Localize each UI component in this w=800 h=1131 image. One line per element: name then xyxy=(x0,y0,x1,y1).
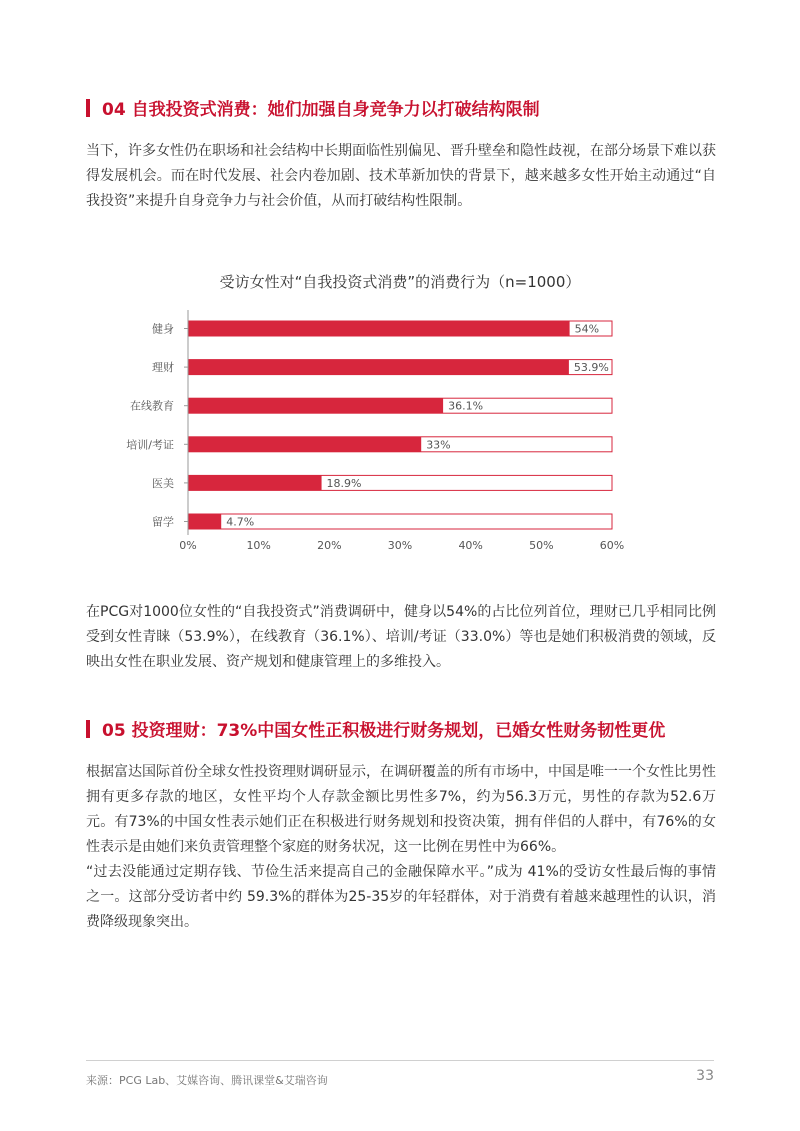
x-tick-label: 20% xyxy=(317,539,342,552)
data-label: 33% xyxy=(426,438,451,452)
category-label: 医美 xyxy=(152,476,174,490)
heading-marker xyxy=(86,720,90,738)
bar xyxy=(189,514,221,529)
heading-marker xyxy=(86,99,90,117)
data-label: 36.1% xyxy=(448,399,484,413)
data-label: 4.7% xyxy=(226,515,255,529)
self-investment-bar-chart xyxy=(0,255,800,565)
x-tick-label: 10% xyxy=(246,539,271,552)
page-number: 33 xyxy=(696,1068,714,1084)
x-tick-labels xyxy=(179,539,624,552)
data-label: 54% xyxy=(574,322,600,336)
section-04-summary: 在PCG对1000位女性的“自我投资式”消费调研中，健身以54%的占比位列首位，理财已几乎相同比例受到女性青睐（53.9%），在线教育（36.1%）、培训/考证（33.0%）等也是她们积极消费的领域，反映出女性在职业发展、资产规划和健康管理上的多维投入。 xyxy=(86,604,716,670)
category-label: 培训/考证 xyxy=(126,438,174,452)
x-tick-label: 30% xyxy=(387,539,413,552)
bar xyxy=(189,475,322,490)
section-05-paragraph-1: 根据富达国际首份全球女性投资理财调研显示，在调研覆盖的所有市场中，中国是唯一一个女性比男性拥有更多存款的地区，女性平均个人存款金额比男性多7%，约为56.3万元，男性的存款为52.6万元。有73%的中国女性表示她们正在积极进行财务规划和投资决策，拥有伴侣的人群中，有76%的女性表示是由她们来负责管理整个家庭的财务状况，这一比例在男性中为66%。 xyxy=(86,764,716,855)
category-label: 健身 xyxy=(152,322,174,336)
bar xyxy=(189,437,421,452)
section-04-title: 04 自我投资式消费：她们加强自身竞争力以打破结构限制 xyxy=(102,100,540,120)
category-label: 在线教育 xyxy=(130,399,174,413)
section-04-heading xyxy=(86,95,540,120)
x-tick-label: 40% xyxy=(458,539,483,552)
bar xyxy=(189,360,569,375)
section-04-intro: 当下，许多女性仍在职场和社会结构中长期面临性别偏见、晋升壁垒和隐性歧视，在部分场景下难以获得发展机会。而在时代发展、社会内卷加剧、技术革新加快的背景下，越来越多女性开始主动通过“自我投资”来提升自身竞争力与社会价值，从而打破结构性限制。 xyxy=(86,143,716,209)
bars-group xyxy=(126,321,612,529)
data-label: 18.9% xyxy=(326,476,362,490)
bar xyxy=(189,321,570,336)
category-label: 理财 xyxy=(152,361,174,375)
section-05-title: 05 投资理财：73%中国女性正积极进行财务规划，已婚女性财务韧性更优 xyxy=(102,721,666,741)
category-label: 留学 xyxy=(152,515,174,529)
x-tick-label: 50% xyxy=(529,539,554,552)
section-05-paragraph-2: “过去没能通过定期存钱、节俭生活来提高自己的金融保障水平。”成为 41%的受访女性最后悔的事情之一。这部分受访者中约 59.3%的群体为25-35岁的年轻群体，对于消费有着越来越理性的认识，消费降级现象突出。 xyxy=(86,864,716,930)
data-label: 53.9% xyxy=(573,361,609,375)
footer-divider xyxy=(86,1060,714,1061)
footer-source: 来源：PCG Lab、艾媒咨询、腾讯课堂&艾瑞咨询 xyxy=(86,1074,328,1087)
bar xyxy=(189,398,443,413)
x-tick-label: 60% xyxy=(599,539,625,552)
chart-title: 受访女性对“自我投资式消费”的消费行为（n=1000） xyxy=(219,273,581,291)
x-tick-label: 0% xyxy=(179,539,197,552)
section-05-heading xyxy=(86,716,665,741)
